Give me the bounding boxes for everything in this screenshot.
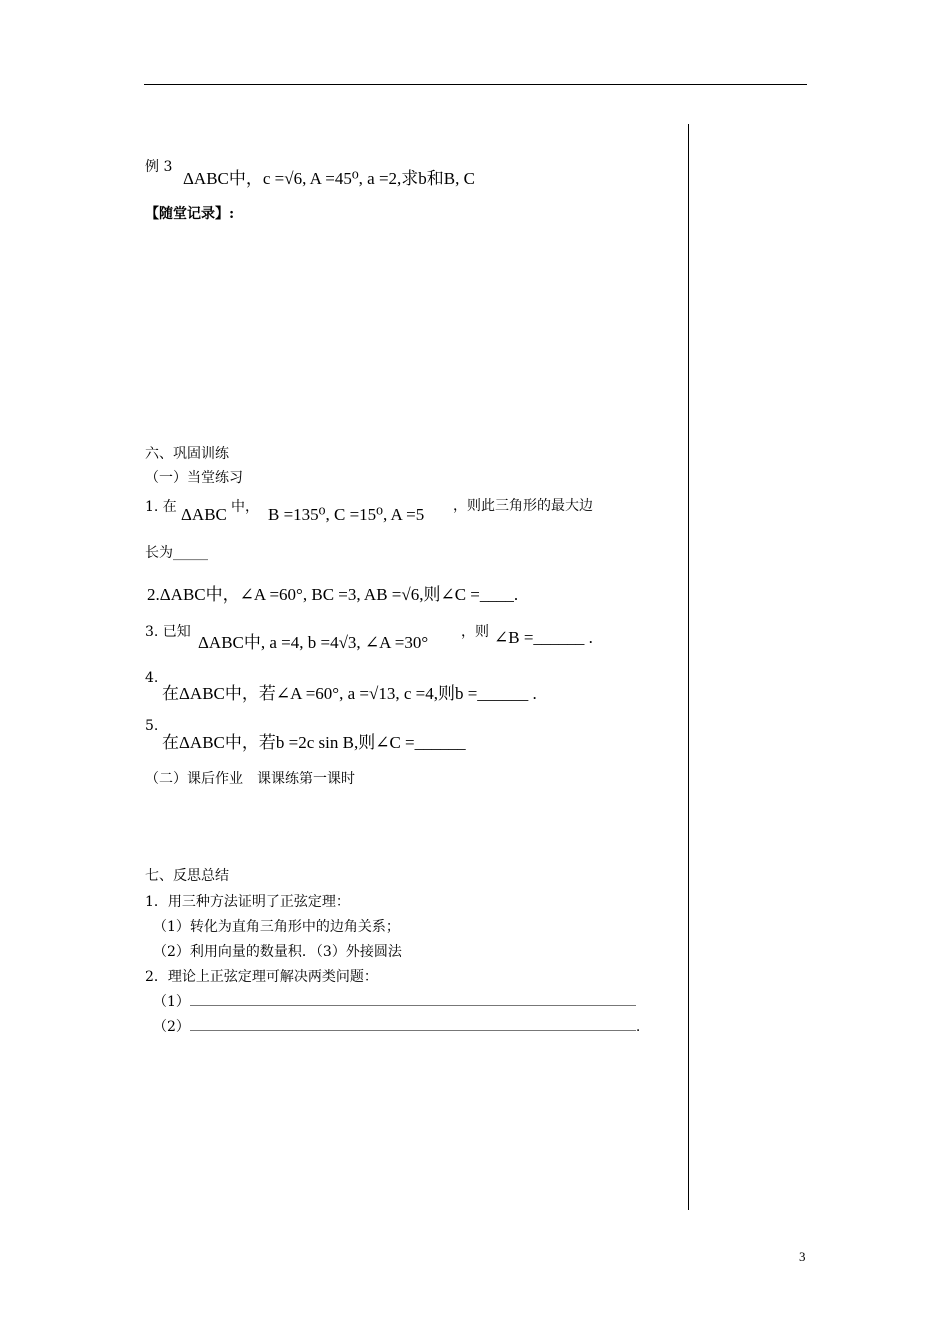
section6-subtitle2: （二）课后作业 课课练第一课时 <box>145 771 355 787</box>
q1-tail: ，则此三角形的最大边 <box>453 498 593 514</box>
section7-title: 七、反思总结 <box>145 868 229 884</box>
blank2-tail: . <box>635 1019 641 1035</box>
margin-rule <box>688 124 689 1210</box>
blank1-line <box>190 993 636 1006</box>
q1-mid: 中， <box>231 499 259 515</box>
q4-formula: 在ΔABC中，若∠A =60°, a =√13, c =4,则b =______ . <box>162 684 537 703</box>
summary-line1: 1．用三种方法证明了正弦定理： <box>145 894 350 910</box>
q2-formula: 2.ΔABC中，∠A =60°, BC =3, AB =√6,则∠C =____. <box>147 585 519 604</box>
q3-tail: ∠B =______ . <box>494 628 593 647</box>
q5-formula: 在ΔABC中，若b =2c sin B,则∠C =______ <box>162 733 466 752</box>
q1-number: 1. 在 <box>145 499 177 515</box>
q1-triangle: ΔABC <box>181 505 227 524</box>
summary-line3: （2）利用向量的数量积．（3）外接圆法 <box>153 944 402 960</box>
q1-line2: 长为_____ <box>145 545 208 561</box>
notes-heading: 【随堂记录】: <box>145 206 235 222</box>
summary-line2: （1）转化为直角三角形中的边角关系； <box>153 919 400 935</box>
blank2-line <box>190 1018 636 1031</box>
example3-label: 例 3 <box>145 159 173 175</box>
blank1-label: （1） <box>153 994 190 1010</box>
q3-formula: ΔABC中, a =4, b =4√3, ∠A =30° <box>198 633 429 652</box>
q4-number: 4. <box>145 670 159 686</box>
summary-line4: 2．理论上正弦定理可解决两类问题： <box>145 969 378 985</box>
section6-subtitle1: （一）当堂练习 <box>145 470 243 486</box>
page-number: 3 <box>799 1249 806 1264</box>
section6-title: 六、巩固训练 <box>145 446 229 462</box>
q1-formula: B =135⁰, C =15⁰, A =5 <box>268 505 425 524</box>
q5-number: 5. <box>145 718 159 734</box>
q3-mid: ，则 <box>461 624 489 640</box>
answer-blank-1 <box>153 991 636 1011</box>
header-rule <box>144 84 807 85</box>
blank2-label: （2） <box>153 1019 190 1035</box>
q3-prefix: 3. 已知 <box>145 624 191 640</box>
answer-blank-2 <box>153 1016 640 1036</box>
example3-formula: ΔABC中，c =√6, A =45⁰, a =2,求b和B, C <box>183 169 475 188</box>
